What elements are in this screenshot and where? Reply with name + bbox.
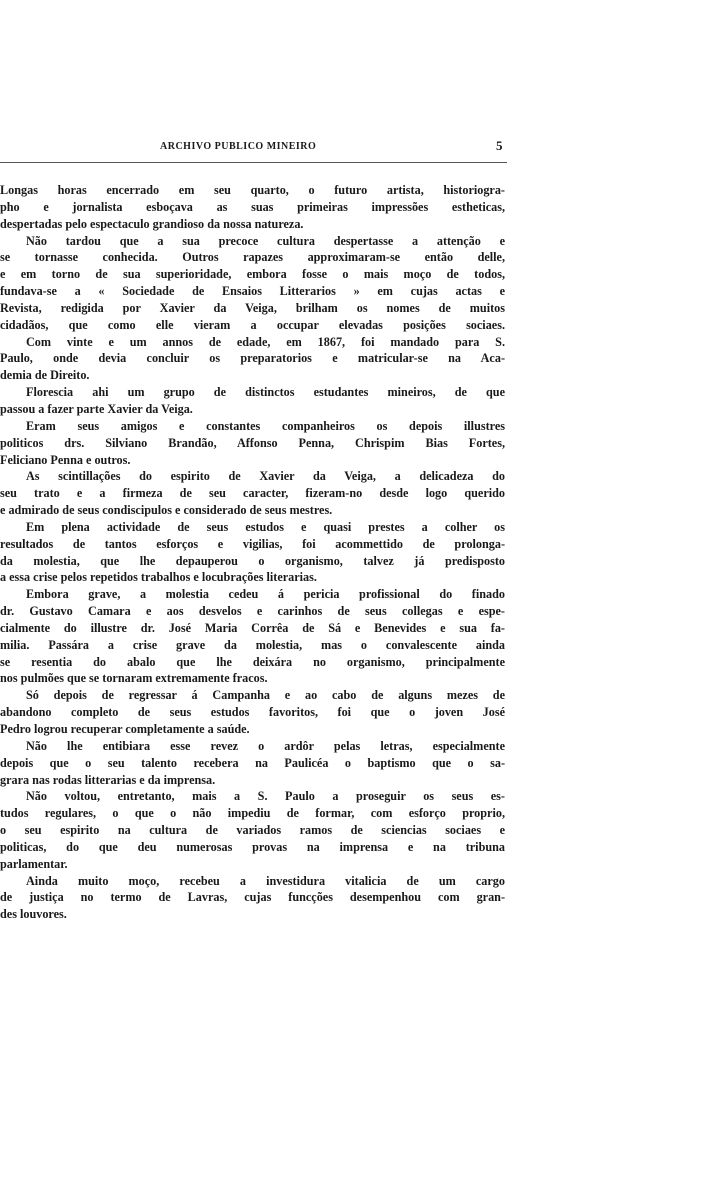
text-line: As scintillações do espirito de Xavier da Veiga, a delicadeza do	[26, 469, 505, 484]
text-line: se resentia do abalo que lhe deixára no organismo, principalmente	[0, 654, 505, 669]
page-number: 5	[496, 138, 503, 153]
text-line: milia. Passára a crise grave da molestia, mas o convalescente ainda	[0, 637, 505, 652]
body-text	[0, 182, 505, 923]
text-line: politicas, do que deu numerosas provas na imprensa e na tribuna	[0, 839, 505, 854]
text-line: se tornasse conhecida. Outros rapazes approximaram-se então delle,	[0, 250, 505, 265]
text-line: Florescia ahi um grupo de distinctos estudantes mineiros, de que	[26, 385, 505, 400]
text-line: Não tardou que a sua precoce cultura despertasse a attenção e	[26, 233, 505, 248]
text-line: grara nas rodas litterarias e da imprensa.	[0, 772, 216, 787]
text-line: e admirado de seus condiscipulos e considerado de seus mestres.	[0, 503, 333, 518]
text-line: o seu espirito na cultura de variados ramos de sciencias sociaes e	[0, 823, 505, 838]
header-rule	[0, 162, 507, 163]
text-line: Revista, redigida por Xavier da Veiga, brilham os nomes de muitos	[0, 300, 505, 315]
running-title: ARCHIVO PUBLICO MINEIRO	[160, 141, 317, 152]
text-line: Não voltou, entretanto, mais a S. Paulo a proseguir os seus es-	[26, 789, 505, 804]
text-line: des louvores.	[0, 907, 67, 922]
text-line: seu trato e a firmeza de seu caracter, fizeram-no desde logo querido	[0, 486, 505, 501]
text-line: Ainda muito moço, recebeu a investidura vitalicia de um cargo	[26, 873, 505, 888]
text-line: Só depois de regressar á Campanha e ao cabo de alguns mezes de	[26, 688, 505, 703]
text-line: pho e jornalista esboçava as suas primeiras impressões estheticas,	[0, 199, 505, 214]
text-line: cidadãos, que como elle vieram a occupar elevadas posições sociaes.	[0, 317, 505, 332]
text-line: Embora grave, a molestia cedeu á pericia profissional do finado	[26, 587, 505, 602]
text-line: passou a fazer parte Xavier da Veiga.	[0, 401, 193, 416]
text-line: dr. Gustavo Camara e aos desvelos e carinhos de seus collegas e espe-	[0, 604, 505, 619]
text-line: abandono completo de seus estudos favoritos, foi que o joven José	[0, 705, 505, 720]
text-line: cialmente do illustre dr. José Maria Corrêa de Sá e Benevides e sua fa-	[0, 620, 505, 635]
text-line: tudos regulares, o que o não impediu de formar, com esforço proprio,	[0, 806, 505, 821]
text-line: nos pulmões que se tornaram extremamente fracos.	[0, 671, 268, 686]
text-line: da molestia, que lhe depauperou o organismo, talvez já predisposto	[0, 553, 505, 568]
text-line: Longas horas encerrado em seu quarto, o futuro artista, historiogra-	[0, 183, 505, 197]
text-line: parlamentar.	[0, 856, 68, 871]
text-line: Eram seus amigos e constantes companheiros os depois illustres	[26, 418, 505, 433]
text-line: Com vinte e um annos de edade, em 1867, foi mandado para S.	[26, 334, 505, 349]
text-line: e em torno de sua superioridade, embora fosse o mais moço de todos,	[0, 267, 505, 282]
text-line: resultados de tantos esforços e vigilias, foi acommettido de prolonga-	[0, 536, 505, 551]
text-line: despertadas pelo espectaculo grandioso da nossa natureza.	[0, 216, 304, 231]
text-line: depois que o seu talento recebera na Paulicéa o baptismo que o sa-	[0, 755, 505, 770]
text-line: demia de Direito.	[0, 368, 90, 383]
text-line: a essa crise pelos repetidos trabalhos e locubrações literarias.	[0, 570, 317, 585]
text-line: Paulo, onde devia concluir os preparatorios e matricular-se na Aca-	[0, 351, 505, 366]
text-line: Pedro logrou recuperar completamente a saúde.	[0, 722, 250, 736]
text-line: Não lhe entibiara esse revez o ardôr pelas letras, especialmente	[26, 738, 505, 753]
text-line: de justiça no termo de Lavras, cujas funcções desempenhou com gran-	[0, 890, 505, 905]
text-line: fundava-se a « Sociedade de Ensaios Litterarios » em cujas actas e	[0, 284, 505, 299]
text-line: Em plena actividade de seus estudos e quasi prestes a colher os	[26, 519, 505, 534]
text-line: Feliciano Penna e outros.	[0, 452, 131, 467]
text-line: politicos drs. Silviano Brandão, Affonso Penna, Chrispim Bias Fortes,	[0, 435, 505, 450]
